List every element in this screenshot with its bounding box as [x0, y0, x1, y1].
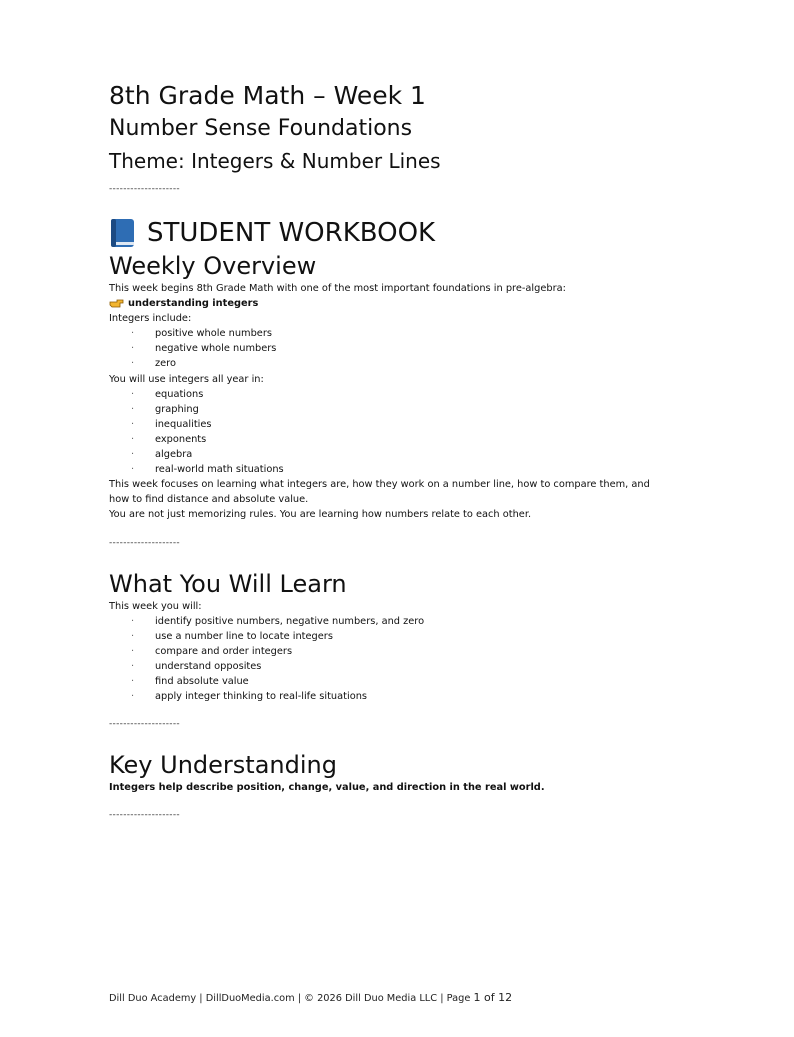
list-item: · zero — [131, 358, 176, 370]
page-theme: Theme: Integers & Number Lines — [109, 149, 441, 173]
list-item: · real-world math situations — [131, 464, 284, 476]
use-intro: You will use integers all year in: — [109, 373, 264, 385]
section-divider: -------------------- — [109, 719, 180, 730]
list-item: · graphing — [131, 403, 199, 415]
pointing-hand-icon — [109, 298, 124, 309]
page-subtitle: Number Sense Foundations — [109, 116, 413, 141]
focus-line: how to find distance and absolute value. — [109, 494, 309, 506]
list-item: · use a number line to locate integers — [131, 630, 333, 642]
overview-heading: Weekly Overview — [109, 252, 317, 280]
overview-intro: This week begins 8th Grade Math with one of the most important foundations in pre-algebra: — [109, 283, 566, 294]
list-item: · apply integer thinking to real-life situations — [131, 691, 368, 703]
learn-intro: This week you will: — [109, 600, 202, 612]
list-item: · equations — [131, 388, 204, 400]
closing-line: You are not just memorizing rules. You are learning how numbers relate to each other. — [109, 509, 532, 521]
list-item: · negative whole numbers — [131, 343, 277, 355]
list-item: · inequalities — [131, 418, 212, 430]
page-title: 8th Grade Math – Week 1 — [109, 81, 426, 110]
list-item: · exponents — [131, 433, 207, 445]
page-content — [109, 79, 709, 821]
learn-heading: What You Will Learn — [109, 569, 347, 598]
blue-book-icon — [109, 218, 137, 248]
list-item: · understand opposites — [131, 660, 262, 672]
section-divider: -------------------- — [109, 184, 180, 194]
include-list — [109, 326, 709, 371]
list-item: · compare and order integers — [131, 645, 293, 657]
list-item: · algebra — [131, 449, 193, 461]
list-item: · positive whole numbers — [131, 328, 272, 340]
overview-highlight — [109, 296, 709, 311]
focus-line: This week focuses on learning what integers are, how they work on a number line, how to compare them, and — [109, 479, 650, 491]
footer-text: Dill Duo Academy | DillDuoMedia.com | © 2026 Dill Duo Media LLC | Page — [109, 993, 474, 1004]
page-footer — [109, 991, 512, 1006]
page-of: of — [480, 991, 499, 1004]
section-divider: -------------------- — [109, 537, 180, 548]
list-item: · find absolute value — [131, 675, 249, 687]
list-item: · identify positive numbers, negative numbers, and zero — [131, 615, 425, 627]
workbook-heading — [109, 215, 709, 251]
page-total: 12 — [498, 991, 513, 1004]
use-list — [109, 387, 709, 478]
key-statement: Integers help describe position, change, value, and direction in the real world. — [109, 782, 545, 794]
workbook-title: STUDENT WORKBOOK — [147, 218, 436, 248]
highlight-text: understanding integers — [128, 298, 259, 310]
learn-list — [109, 614, 709, 705]
include-intro: Integers include: — [109, 313, 192, 325]
key-heading: Key Understanding — [109, 751, 337, 780]
section-divider: -------------------- — [109, 810, 180, 821]
page-number: 1 — [473, 991, 481, 1004]
